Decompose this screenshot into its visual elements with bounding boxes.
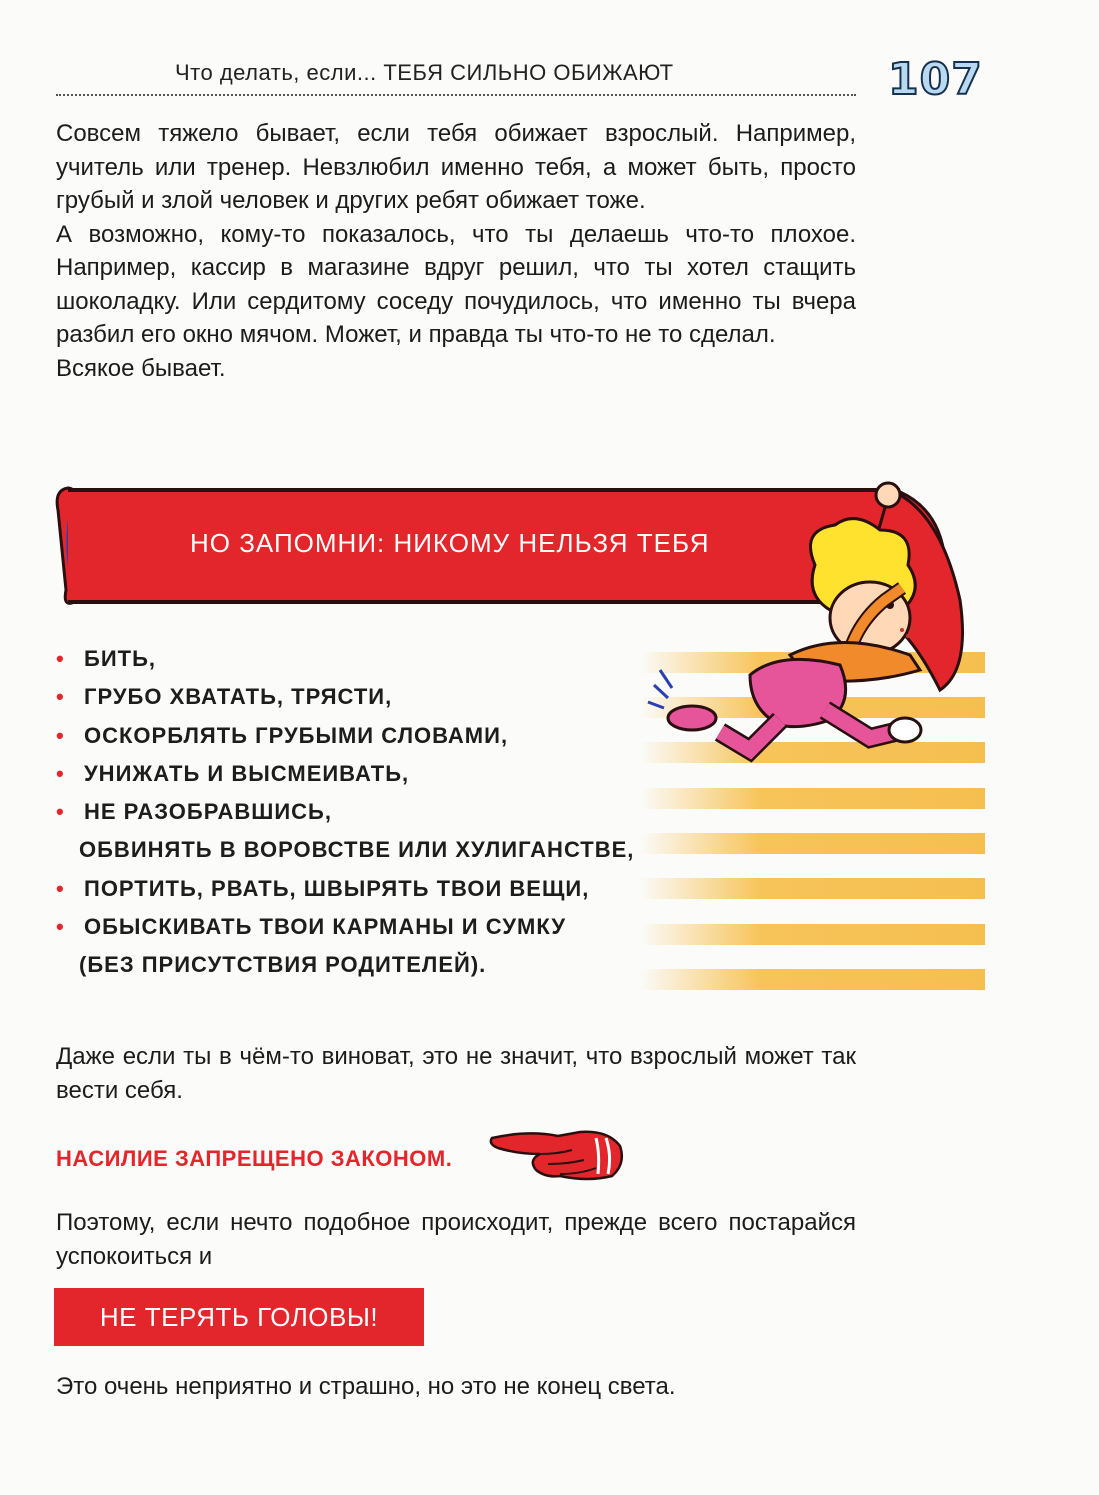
intro-paragraph-2: А возможно, кому-то показалось, что ты делаешь что-то плохое. Например, кассир в магазине вдруг решил, что ты хотел стащить шоколадку. Или сердитому соседу почудилось, что именно ты вчера разбил его окно мячом. Может, и правда ты что-то не то сделал.: [56, 220, 856, 348]
bullet-icon: •: [56, 875, 65, 901]
after-list-text: Даже если ты в чём-то виноват, это не значит, что взрослый может так вести себя.: [56, 1043, 856, 1104]
list-item-continuation: [56, 831, 696, 869]
list-item: [56, 717, 696, 755]
list-item-text: ОБВИНЯТЬ В ВОРОВСТВЕ ИЛИ ХУЛИГАНСТВЕ,: [79, 837, 635, 863]
header-dotted-rule: [56, 94, 856, 96]
list-item-text: ГРУБО ХВАТАТЬ, ТРЯСТИ,: [84, 684, 393, 710]
list-item-text: БИТЬ,: [84, 646, 156, 671]
list-item-text: ОБЫСКИВАТЬ ТВОИ КАРМАНЫ И СУМКУ: [84, 914, 566, 940]
highlight-box: [54, 1288, 424, 1346]
advice-text: Поэтому, если нечто подобное происходит, прежде всего постарайся успокоиться и: [56, 1209, 856, 1270]
forbidden-actions-list: [56, 640, 696, 985]
page-number: 107: [888, 54, 983, 105]
bullet-icon: •: [56, 914, 65, 940]
intro-paragraph-1: Совсем тяжело бывает, если тебя обижает взрослый. Например, учитель или тренер. Невзлюбил именно тебя, а может быть, просто грубый и злой человек и других ребят обижает тоже.: [56, 120, 856, 214]
list-item: [56, 908, 696, 946]
list-item: [56, 678, 696, 716]
intro-text: [56, 117, 856, 385]
list-item-text: ПОРТИТЬ, РВАТЬ, ШВЫРЯТЬ ТВОИ ВЕЩИ,: [84, 875, 590, 901]
banner-text: НО ЗАПОМНИ: НИКОМУ НЕЛЬЗЯ ТЕБЯ: [190, 528, 710, 558]
list-item-text: НЕ РАЗОБРАВШИСЬ,: [84, 799, 332, 825]
running-head: Что делать, если... ТЕБЯ СИЛЬНО ОБИЖАЮТ: [175, 60, 674, 85]
list-item: [56, 640, 696, 678]
list-item-text: ОСКОРБЛЯТЬ ГРУБЫМИ СЛОВАМИ,: [84, 722, 509, 748]
intro-paragraph-3: Всякое бывает.: [56, 354, 226, 382]
closing-text: Это очень неприятно и страшно, но это не конец света.: [56, 1373, 676, 1400]
highlight-box-text: НЕ ТЕРЯТЬ ГОЛОВЫ!: [99, 1302, 379, 1332]
list-item: [56, 755, 696, 793]
bullet-icon: •: [56, 684, 65, 710]
bullet-icon: •: [56, 646, 65, 671]
bullet-icon: •: [56, 722, 65, 748]
list-item: [56, 870, 696, 908]
list-item: [56, 793, 696, 831]
bullet-icon: •: [56, 760, 65, 786]
law-statement: НАСИЛИЕ ЗАПРЕЩЕНО ЗАКОНОМ.: [56, 1146, 453, 1171]
pointing-hand-icon: [488, 1124, 628, 1186]
bullet-icon: •: [56, 799, 65, 825]
list-item-text: (БЕЗ ПРИСУТСТВИЯ РОДИТЕЛЕЙ).: [79, 952, 487, 978]
list-item-text: УНИЖАТЬ И ВЫСМЕИВАТЬ,: [84, 760, 410, 786]
list-item-continuation: [56, 946, 696, 984]
